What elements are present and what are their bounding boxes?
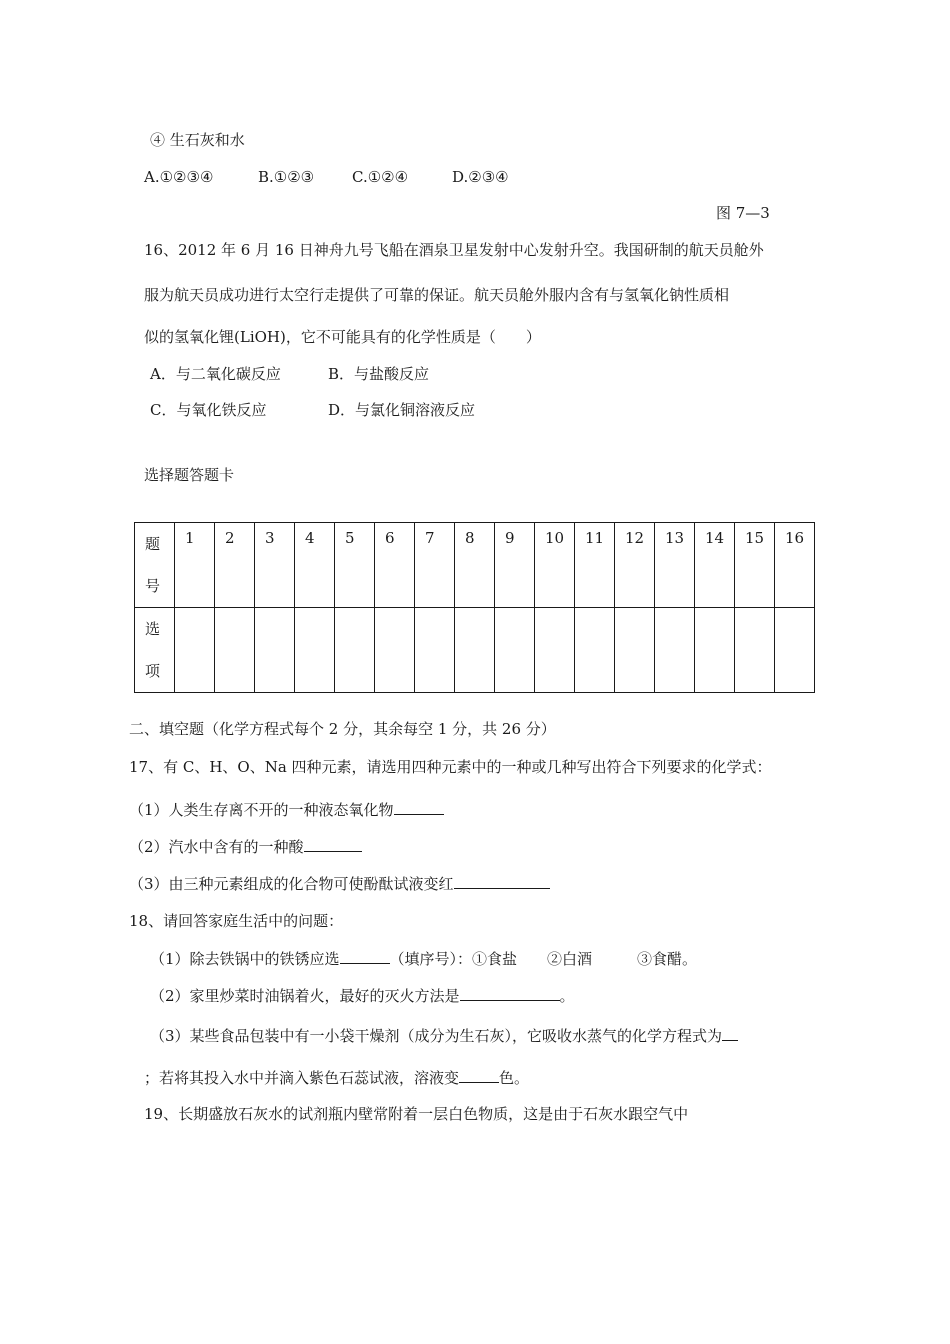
answer-cell[interactable]	[695, 608, 735, 693]
q17-blank-2[interactable]	[304, 836, 362, 852]
q17-blank-3[interactable]	[454, 873, 550, 889]
q16-options-row-1	[150, 364, 429, 384]
q16-option-a: A．与二氧化碳反应	[150, 365, 281, 383]
q17-blank-1[interactable]	[394, 799, 444, 815]
answer-card-table	[134, 522, 815, 693]
answer-cell[interactable]	[535, 608, 575, 693]
question-number-cell: 11	[575, 523, 615, 608]
q18-blank-1[interactable]	[340, 948, 390, 964]
answer-card-row-answers	[135, 608, 815, 693]
answer-cell[interactable]	[495, 608, 535, 693]
answer-cell[interactable]	[615, 608, 655, 693]
question-number-cell: 1	[175, 523, 215, 608]
answer-cell[interactable]	[655, 608, 695, 693]
q19-stem: 19、长期盛放石灰水的试剂瓶内壁常附着一层白色物质，这是由于石灰水跟空气中	[144, 1105, 689, 1123]
answer-cell[interactable]	[415, 608, 455, 693]
question-number-cell: 5	[335, 523, 375, 608]
q17-part-2: （2）汽水中含有的一种酸	[129, 836, 362, 857]
question-number-cell: 13	[655, 523, 695, 608]
question-number-cell: 4	[295, 523, 335, 608]
answer-card-title: 选择题答题卡	[144, 466, 235, 484]
answer-cell[interactable]	[775, 608, 815, 693]
question-number-cell: 15	[735, 523, 775, 608]
answer-cell[interactable]	[335, 608, 375, 693]
q18-stem: 18、请回答家庭生活中的问题：	[129, 912, 344, 930]
q17-stem: 17、有 C、H、O、Na 四种元素，请选用四种元素中的一种或几种写出符合下列要求的化学式：	[129, 758, 772, 776]
row-header-answer: 选 项	[135, 608, 175, 693]
answer-cell[interactable]	[575, 608, 615, 693]
question-number-cell: 7	[415, 523, 455, 608]
question-number-cell: 10	[535, 523, 575, 608]
q17-part-3: （3）由三种元素组成的化合物可使酚酞试液变红	[129, 873, 550, 894]
answer-card-row-numbers	[135, 523, 815, 608]
question-number-cell: 6	[375, 523, 415, 608]
q16-line-3: 似的氢氧化锂(LiOH)，它不可能具有的化学性质是（ ）	[144, 328, 541, 346]
q16-line-2: 服为航天员成功进行太空行走提供了可靠的保证。航天员舱外服内含有与氢氧化钠性质相	[144, 286, 730, 304]
answer-cell[interactable]	[255, 608, 295, 693]
q18-part-1: （1）除去铁锅中的铁锈应选 （填序号）：①食盐 ②白酒 ③食醋。	[150, 950, 698, 968]
section-2-title: 二、填空题（化学方程式每个 2 分，其余每空 1 分，共 26 分）	[129, 720, 556, 738]
q16-option-b: B．与盐酸反应	[328, 365, 430, 383]
row-header-question-number: 题 号	[135, 523, 175, 608]
q18-blank-3[interactable]	[722, 1025, 738, 1041]
q15-option-d: D.②③④	[452, 168, 509, 186]
question-number-cell: 12	[615, 523, 655, 608]
answer-cell[interactable]	[455, 608, 495, 693]
q18-blank-2[interactable]	[460, 985, 560, 1001]
q15-options	[144, 167, 509, 187]
question-number-cell: 9	[495, 523, 535, 608]
question-number-cell: 14	[695, 523, 735, 608]
answer-cell[interactable]	[175, 608, 215, 693]
q15-item-4: ④ 生石灰和水	[150, 131, 245, 149]
question-number-cell: 3	[255, 523, 295, 608]
q15-option-c: C.①②④	[352, 168, 409, 186]
answer-cell[interactable]	[375, 608, 415, 693]
q17-part-1: （1）人类生存离不开的一种液态氧化物	[129, 799, 444, 820]
question-number-cell: 8	[455, 523, 495, 608]
q16-options-row-2	[150, 400, 475, 420]
q16-option-c: C．与氧化铁反应	[150, 401, 267, 419]
answer-cell[interactable]	[735, 608, 775, 693]
q15-option-b: B.①②③	[258, 168, 315, 186]
q15-option-a: A.①②③④	[144, 168, 214, 186]
q16-option-d: D．与氯化铜溶液反应	[328, 401, 476, 419]
question-number-cell: 2	[215, 523, 255, 608]
q18-part-3: （3）某些食品包装中有一小袋干燥剂（成分为生石灰），它吸收水蒸气的化学方程式为	[150, 1025, 738, 1046]
answer-cell[interactable]	[215, 608, 255, 693]
question-number-cell: 16	[775, 523, 815, 608]
figure-label: 图 7—3	[716, 204, 770, 222]
q18-blank-4[interactable]	[459, 1067, 499, 1083]
answer-cell[interactable]	[295, 608, 335, 693]
q18-part-2: （2）家里炒菜时油锅着火，最好的灭火方法是 。	[150, 987, 575, 1005]
q18-part-3-cont: ；若将其投入水中并滴入紫色石蕊试液，溶液变 色。	[144, 1069, 530, 1087]
q16-line-1: 16、2012 年 6 月 16 日神舟九号飞船在酒泉卫星发射中心发射升空。我国研制的航天员舱外	[144, 241, 764, 259]
